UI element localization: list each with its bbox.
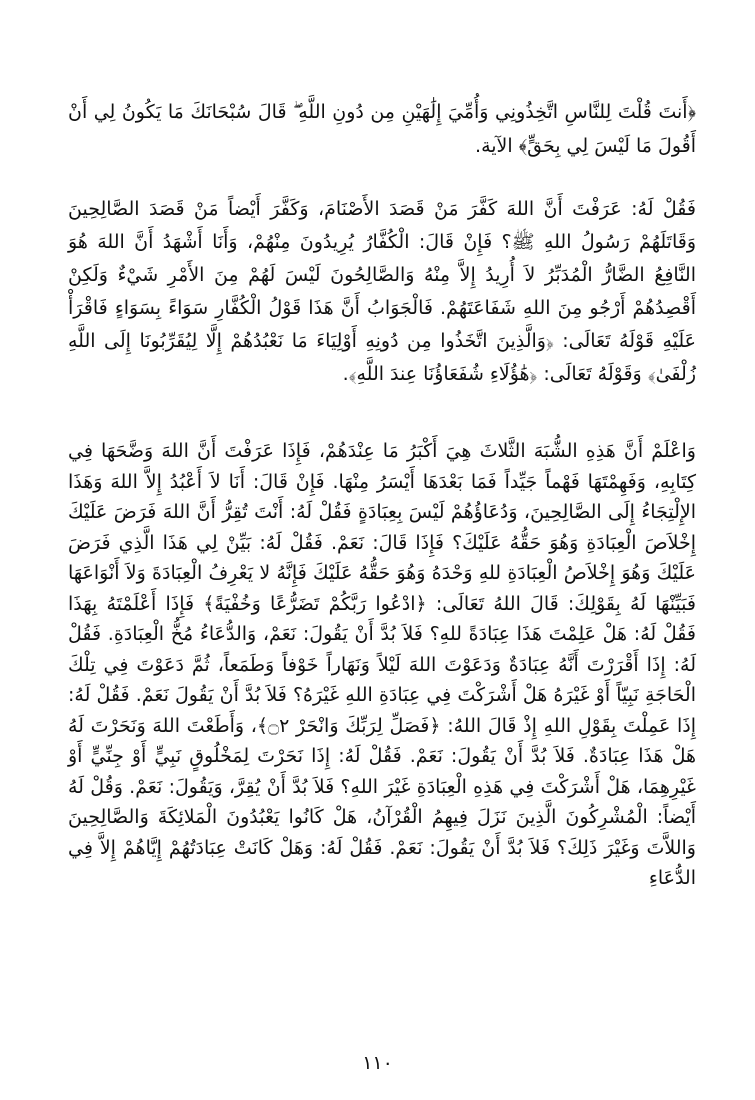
page-number: ١١٠ xyxy=(362,1052,393,1074)
page-body xyxy=(68,95,696,894)
paragraph-2: فَقُلْ لَهُ: عَرَفْتَ أَنَّ اللهَ كَفَّرَ مَنْ قَصَدَ الأَصْنَامَ، وَكَفَّرَ أَيْضاً مَنْ قَصَدَ الصَّالِحِينَ وَقَاتَلَهُمْ رَسُولُ اللهِ ﷺ؟ فَإِنْ قَالَ: الْكُفَّارُ يُرِيدُونَ مِنْهُمْ، وَأَنَا أَشْهَدُ أَنَّ اللهَ هُوَ النَّافِعُ الضَّارُّ الْمُدَبِّرُ لاَ أُرِيدُ إِلاَّ مِنْهُ وَالصَّالِحُونَ لَيْسَ لَهُمْ مِنَ الأَمْرِ شَيْءٌ وَلَكِنْ أَقْصِدُهُمْ أَرْجُو مِنَ اللهِ شَفَاعَتَهُمْ. فَالْجَوَابُ أَنَّ هَذَا قَوْلُ الْكُفَّارِ سَوَاءً بِسَوَاءٍ فَاقْرَأْ عَلَيْهِ قَوْلَهُ تَعَالَى: ﴿وَالَّذِينَ اتَّخَذُوا مِن دُونِهِ أَوْلِيَاءَ مَا نَعْبُدُهُمْ إِلَّا لِيُقَرِّبُونَا إِلَى اللَّهِ زُلْفَىٰ﴾ وَقَوْلَهُ تَعَالَى: ﴿هَٰؤُلَاءِ شُفَعَاؤُنَا عِندَ اللَّهِ﴾. xyxy=(68,198,696,385)
paragraph-1: ﴿أَنتَ قُلْتَ لِلنَّاسِ اتَّخِذُونِي وَأُمِّيَ إِلَٰهَيْنِ مِن دُونِ اللَّهِ ۖ قَالَ سُبْحَانَكَ مَا يَكُونُ لِي أَنْ أَقُولَ مَا لَيْسَ لِي بِحَقٍّ﴾ الآية. xyxy=(68,101,696,157)
paragraph-3: وَاعْلَمْ أَنَّ هَذِهِ الشُّبَهَ الثَّلاثَ هِيَ أَكْبَرُ مَا عِنْدَهُمْ، فَإِذَا عَرَفْتَ أَنَّ اللهَ وَضَّحَهَا فِي كِتَابِهِ، وَفَهِمْتَهَا فَهْماً جَيِّداً فَمَا بَعْدَهَا أَيْسَرُ مِنْهَا. فَإِنْ قَالَ: أَنَا لاَ أَعْبُدُ إِلاَّ اللهَ وَهَذَا الإِلْتِجَاءُ إِلَى الصَّالِحِينَ، وَدُعَاؤُهُمْ لَيْسَ بِعِبَادَةٍ فَقُلْ لَهُ: أَنْتَ تُقِرُّ أَنَّ اللهَ فَرَضَ عَلَيْكَ إِخْلاَصَ الْعِبَادَةِ وَهُوَ حَقُّهُ عَلَيْكَ؟ فَإِذَا قَالَ: نَعَمْ. فَقُلْ لَهُ: بَيِّنْ لِي هَذَا الَّذِي فَرَضَ عَلَيْكَ وَهُوَ إِخْلاَصُ الْعِبَادَةِ للهِ وَحْدَهُ وَهُوَ حَقُّهُ عَلَيْكَ فَإِنَّهُ لا يَعْرِفُ الْعِبَادَةَ وَلاَ أَنْوَاعَهَا فَبَيِّنْهَا لَهُ بِقَوْلِكَ: قَالَ اللهُ تَعَالَى: ﴿ادْعُوا رَبَّكُمْ تَضَرُّعًا وَخُفْيَةً﴾ فَإِذَا أَعْلَمْتَهُ بِهَذَا فَقُلْ لَهُ: هَلْ عَلِمْتَ هَذَا عِبَادَةً للهِ؟ فَلاَ بُدَّ أَنْ يَقُولَ: نَعَمْ، وَالدُّعَاءُ مُخُّ الْعِبَادَةِ. فَقُلْ لَهُ: إِذَا أَقْرَرْتَ أَنَّهُ عِبَادَةٌ وَدَعَوْتَ اللهَ لَيْلاً وَنَهَاراً خَوْفاً وَطَمَعاً، ثُمَّ دَعَوْتَ فِي تِلْكَ الْحَاجَةِ نَبِيّاً أَوْ غَيْرَهُ هَلْ أَشْرَكْتَ فِي عِبَادَةِ اللهِ غَيْرَهُ؟ فَلاَ بُدَّ أَنْ يَقُولَ نَعَمْ. فَقُلْ لَهُ: إِذَا عَمِلْتَ بِقَوْلِ اللهِ إِذْ قَالَ اللهُ: ﴿فَصَلِّ لِرَبِّكَ وَانْحَرْ ۝٢﴾، وَأَطَعْتَ اللهَ وَنَحَرْتَ لَهُ هَلْ هَذَا عِبَادَةٌ. فَلاَ بُدَّ أَنْ يَقُولَ: نَعَمْ. فَقُلْ لَهُ: إِذَا نَحَرْتَ لِمَخْلُوقٍ نَبِيٍّ أَوْ جِنِّيٍّ أَوْ غَيْرِهِمَا، هَلْ أَشْرَكْتَ فِي هَذِهِ الْعِبَادَةِ غَيْرَ اللهِ؟ فَلاَ بُدَّ أَنْ يُقِرَّ، وَيَقُولَ: نَعَمْ. وَقُلْ لَهُ أَيْضاً: الْمُشْرِكُونَ الَّذِينَ نَزَلَ فِيهِمُ الْقُرْآنُ، هَلْ كَانُوا يَعْبُدُونَ الْمَلائِكَةَ وَالصَّالِحِينَ وَاللاَّتَ وَغَيْرَ ذَلِكَ؟ فَلاَ بُدَّ أَنْ يَقُولَ: نَعَمْ. فَقُلْ لَهُ: وَهَلْ كَانَتْ عِبَادَتُهُمْ إِيَّاهُمْ إِلاَّ فِي الدُّعَاءِ xyxy=(68,440,696,889)
